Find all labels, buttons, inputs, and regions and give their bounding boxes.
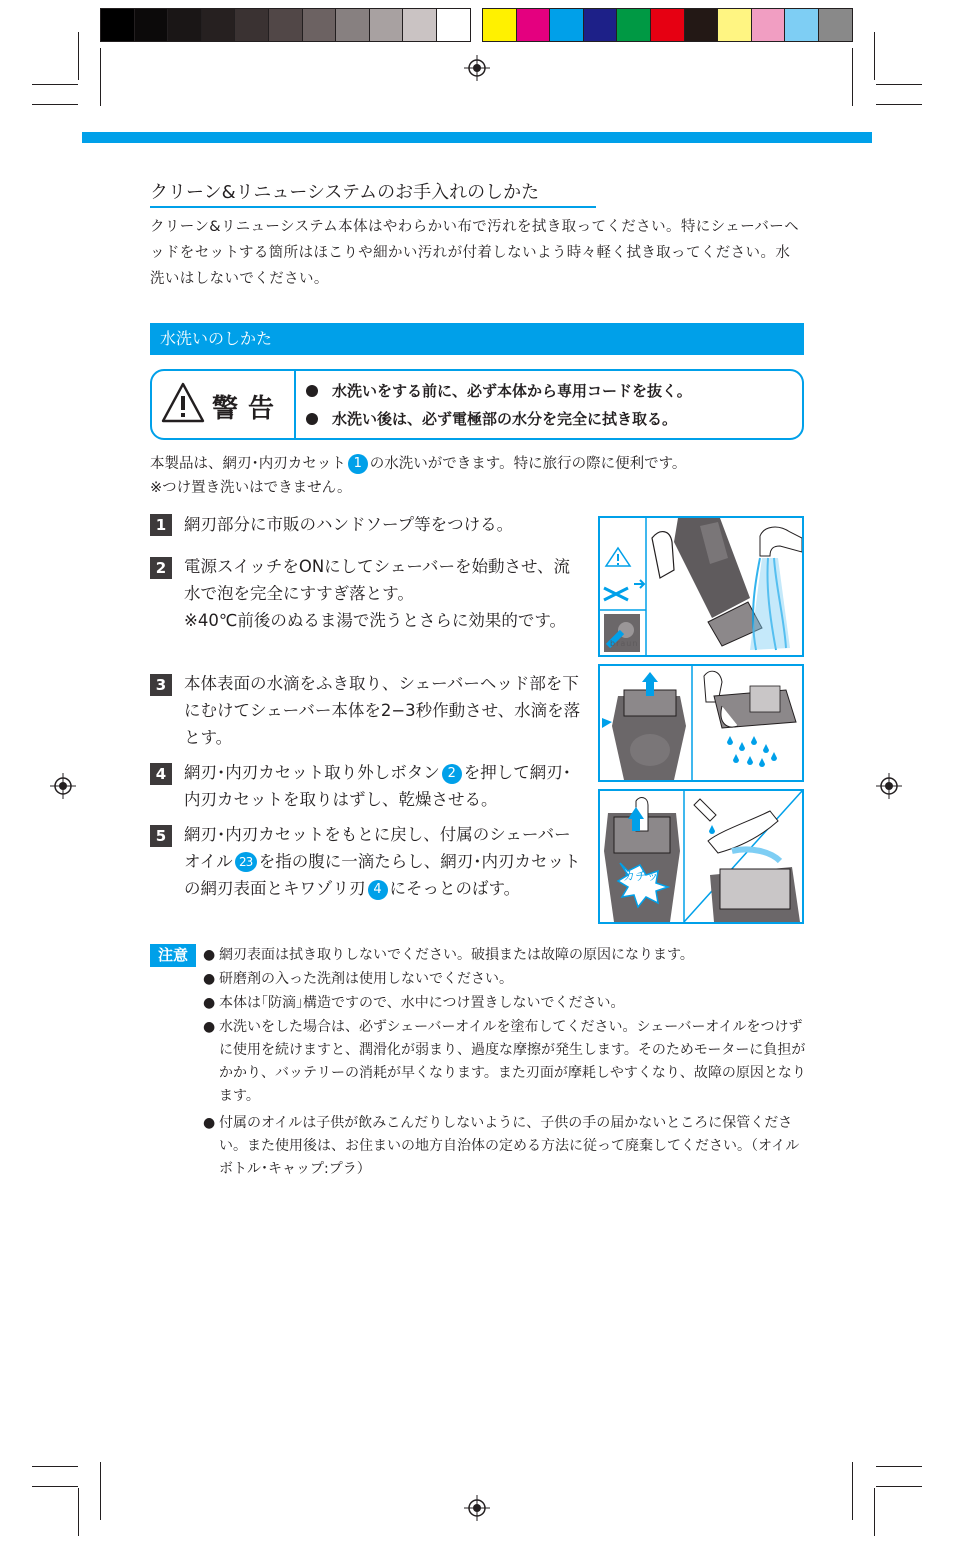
warning-triangle-icon [160, 381, 206, 425]
intro-paragraph: クリーン&リニューシステム本体はやわらかい布で汚れを拭き取ってください。特にシェーバーヘッドをセットする箇所はほこりや細かい汚れが付着しないよう時々軽く拭き取ってください。水洗いはしないでください。 [150, 219, 800, 287]
bullet-dot [306, 385, 318, 397]
crop-mark [32, 104, 78, 105]
color-swatch [717, 8, 752, 42]
body-paragraph: 本製品は、網刃･内刃カセット 1 の水洗いができます。特に旅行の際に便利です。 ※つけ置き洗いはできません。 [150, 456, 687, 496]
color-swatch [268, 8, 303, 42]
crop-mark [876, 1486, 922, 1487]
step-text: 網刃部分に市販のハンドソープ等をつける。 [184, 515, 514, 534]
crop-mark [876, 1466, 922, 1467]
step-number: 1 [150, 514, 172, 536]
shaver-oil-drawing [600, 791, 802, 922]
crop-mark [78, 1488, 79, 1536]
color-swatch [549, 8, 584, 42]
reference-number: 2 [442, 764, 462, 784]
crop-mark [100, 1462, 101, 1520]
color-swatch [583, 8, 618, 42]
reference-number: 23 [235, 852, 257, 872]
header-accent-bar [82, 132, 872, 143]
step-text: 本体表面の水滴をふき取り、シェーバーヘッド部を下にむけてシェーバー本体を2−3秒作動させ、水滴を落とす。 [184, 674, 581, 747]
color-swatch [516, 8, 551, 42]
color-swatch [234, 8, 269, 42]
color-swatch [402, 8, 437, 42]
crop-mark [852, 1462, 853, 1520]
crop-mark [32, 1486, 78, 1487]
crop-mark [876, 84, 922, 85]
page-title: クリーン&リニューシステムのお手入れのしかた [150, 182, 540, 203]
crop-mark [874, 1488, 875, 1536]
color-swatch [751, 8, 786, 42]
dry-illustration [598, 664, 804, 782]
shaver-rinse-drawing [600, 518, 802, 655]
crop-mark [100, 48, 101, 106]
color-swatch [784, 8, 819, 42]
color-swatch [650, 8, 685, 42]
warning-label: 警告 [212, 394, 285, 424]
oil-illustration [598, 789, 804, 924]
section-heading: 水洗いのしかた [150, 323, 804, 355]
note-item: ● 付属のオイルは子供が飲みこんだりしないように、子供の手の届かないところに保管ください。また使用後は、お住まいの地方自治体の定める方法に従って廃棄してください。（オイルボトル･キャップ:プラ） [203, 1115, 800, 1177]
reference-number: 1 [348, 454, 368, 474]
color-swatch [134, 8, 169, 42]
note-item: ● 本体は｢防滴｣構造ですので、水中につけ置きしないでください。 [203, 995, 625, 1011]
color-swatch [302, 8, 337, 42]
color-swatch [335, 8, 370, 42]
registration-mark-icon [876, 773, 902, 799]
caution-tag: 注意 [150, 944, 196, 967]
step-number: 2 [150, 557, 172, 579]
crop-mark [874, 32, 875, 80]
registration-mark-icon [464, 55, 490, 81]
shaver-dry-drawing [600, 666, 802, 780]
crop-mark [876, 104, 922, 105]
step-text: 網刃･内刃カセットをもとに戻し、付属のシェーバーオイル 23 を指の腹に一滴たらし、網刃･内刃カセットの網刃表面とキワゾリ刃 4 にそっとのばす。 [184, 825, 581, 898]
warning-divider [294, 371, 296, 438]
click-label: カチッ [623, 869, 659, 883]
note-item: ● 水洗いをした場合は、必ずシェーバーオイルを塗布してください。シェーバーオイルをつけずに使用を続けますと、潤滑化が弱まり、過度な摩擦が発生します。そのためモーターに負担がかかり、バッテリーの消耗が早くなります。また刃面が摩耗しやすくなり、故障の原因となります。 [203, 1019, 806, 1104]
color-swatch [818, 8, 853, 42]
rinse-illustration [598, 516, 804, 657]
crop-mark [32, 1466, 78, 1467]
color-swatch [100, 8, 135, 42]
color-swatch [201, 8, 236, 42]
title-underline [150, 206, 596, 208]
warning-item: 水洗いをする前に、必ず本体から専用コードを抜く。 [306, 380, 692, 401]
color-swatch [369, 8, 404, 42]
note-item: ● 網刃表面は拭き取りしないでください。破損または故障の原因になります。 [203, 947, 694, 963]
step-number: 5 [150, 825, 172, 847]
note-item: ● 研磨剤の入った洗剤は使用しないでください。 [203, 971, 513, 987]
color-swatch [167, 8, 202, 42]
step-text: 網刃･内刃カセット取り外しボタン 2 を押して網刃･内刃カセットを取りはずし、乾燥させる。 [184, 763, 571, 809]
crop-mark [32, 84, 78, 85]
color-swatch [436, 8, 471, 42]
brand-mark: braun [610, 639, 639, 648]
step-number: 4 [150, 763, 172, 785]
warning-item: 水洗い後は、必ず電極部の水分を完全に拭き取る。 [306, 408, 677, 429]
color-swatch [482, 8, 517, 42]
crop-mark [78, 32, 79, 80]
color-swatch [616, 8, 651, 42]
reference-number: 4 [368, 880, 388, 900]
color-swatch [684, 8, 719, 42]
step-text: 電源スイッチをONにしてシェーバーを始動させ、流水で泡を完全にすすぎ落とす。 ※40℃前後のぬるま湯で洗うとさらに効果的です。 [184, 557, 571, 630]
step-number: 3 [150, 674, 172, 696]
crop-mark [852, 48, 853, 106]
registration-mark-icon [50, 773, 76, 799]
bullet-dot [306, 413, 318, 425]
registration-mark-icon [464, 1495, 490, 1521]
step-note: ※40℃前後のぬるま湯で洗うとさらに効果的です。 [184, 611, 567, 630]
